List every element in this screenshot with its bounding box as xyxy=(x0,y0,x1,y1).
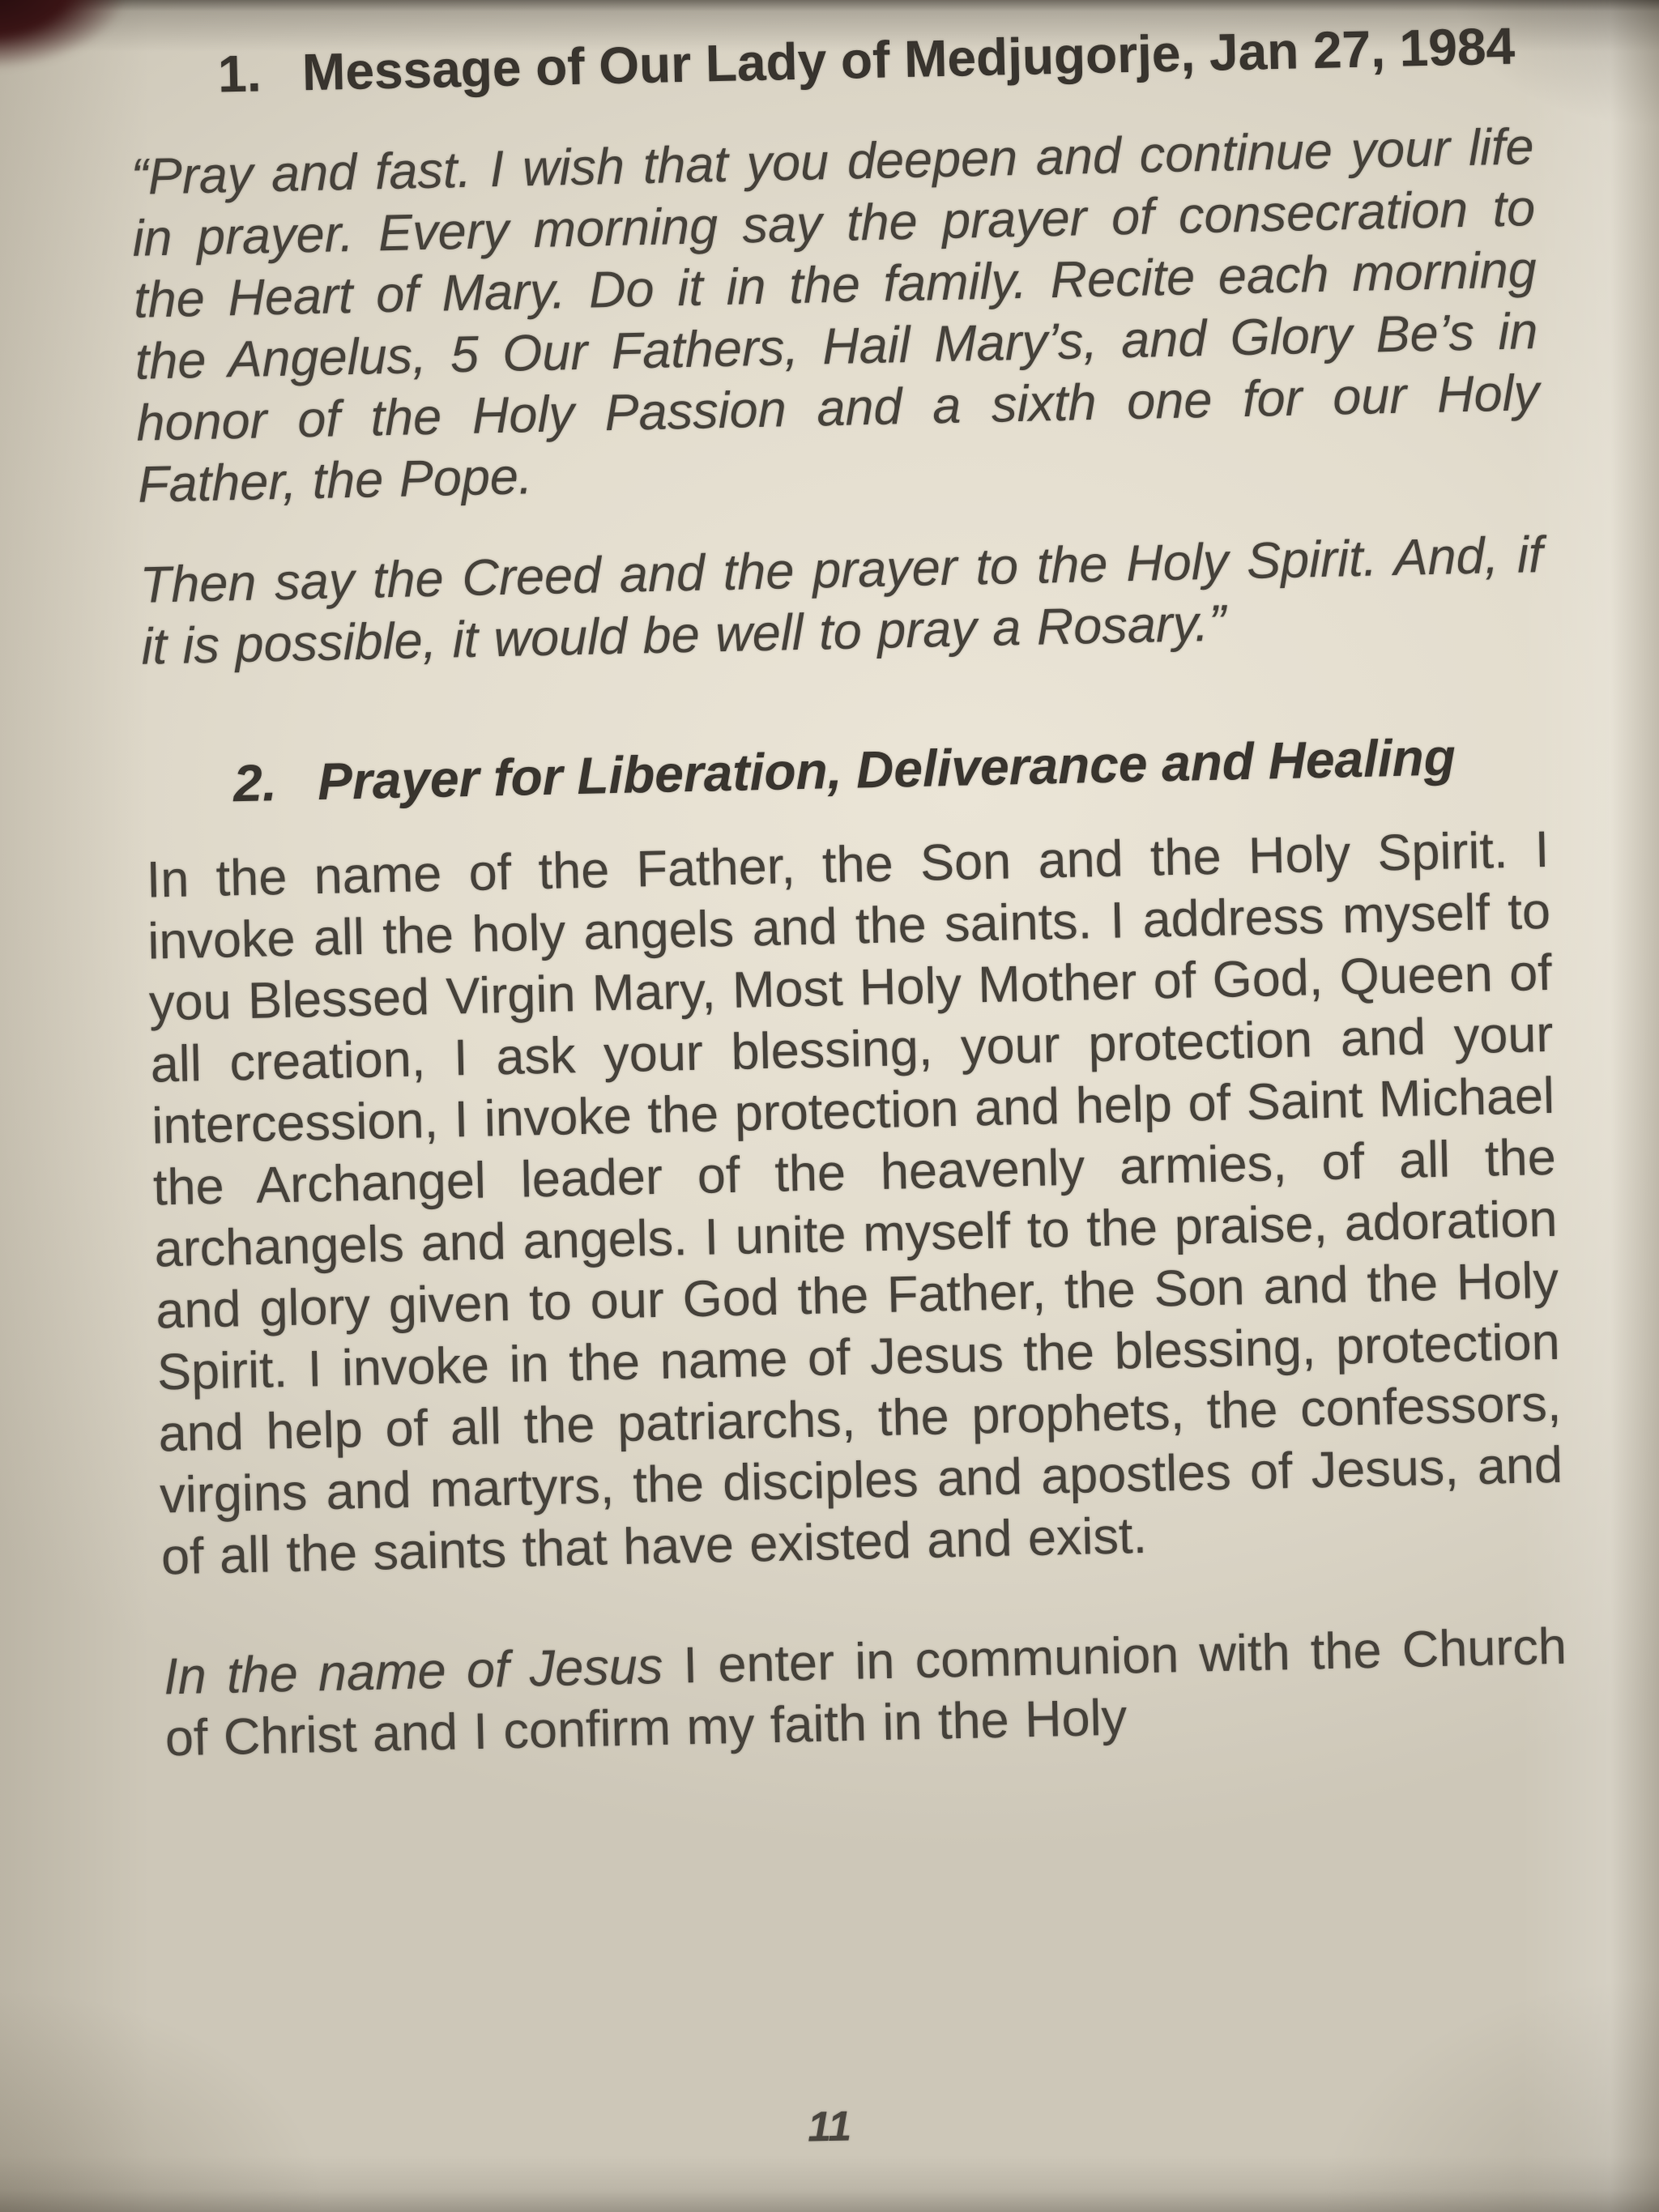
section-heading-2 xyxy=(232,722,1547,816)
page-content xyxy=(128,12,1570,1827)
closing-rest: I enter in communion with the Church of Christ and I confirm my faith in the Holy xyxy=(164,1617,1567,1767)
closing-paragraph xyxy=(163,1616,1568,1770)
photo-corner-shadow xyxy=(0,0,126,68)
quote-paragraph-2: Then say the Creed and the prayer to the Holy Spirit. And, if it is possible, it would be well to pray a Rosary.” xyxy=(139,526,1544,676)
heading-2-title: Prayer for Liberation, Deliverance and Healing xyxy=(317,727,1456,811)
page-number: 11 xyxy=(807,2103,852,2151)
heading-1-number: 1. xyxy=(217,44,262,104)
prayer-paragraph: In the name of the Father, the Son and the Holy Spirit. I invoke all the holy angels and the saints. I address myself to you Blessed Virgin Mary, Most Holy Mother of God, Queen of all creation, I ask your blessing, your protection and your intercession, I invoke the protection and help of Saint Michael the Archangel leader of the heavenly armies, of all the archangels and angels. I unite myself to the praise, adoration and glory given to our God the Father, the Son and the Holy Spirit. I invoke in the name of Jesus the blessing, protection and help of all the patriarchs, the prophets, the confessors, virgins and martyrs, the disciples and apostles of Jesus, and of all the saints that have existed and exist. xyxy=(145,820,1563,1586)
heading-1-title: Message of Our Lady of Medjugorje, Jan 27, 1984 xyxy=(301,16,1516,102)
section-heading-1 xyxy=(217,12,1532,107)
heading-2-number: 2. xyxy=(232,753,278,813)
quote-paragraph-1: “Pray and fast. I wish that you deepen and continue your life in prayer. Every morning say the prayer of consecration to the Heart of Mary. Do it in the family. Recite each morning the Angelus, 5 Our Fathers, Hail Mary’s, and Glory Be’s in honor of the Holy Passion and a sixth one for our Holy Father, the Pope. xyxy=(130,118,1540,514)
closing-lead-italic: In the name of Jesus xyxy=(163,1637,664,1706)
